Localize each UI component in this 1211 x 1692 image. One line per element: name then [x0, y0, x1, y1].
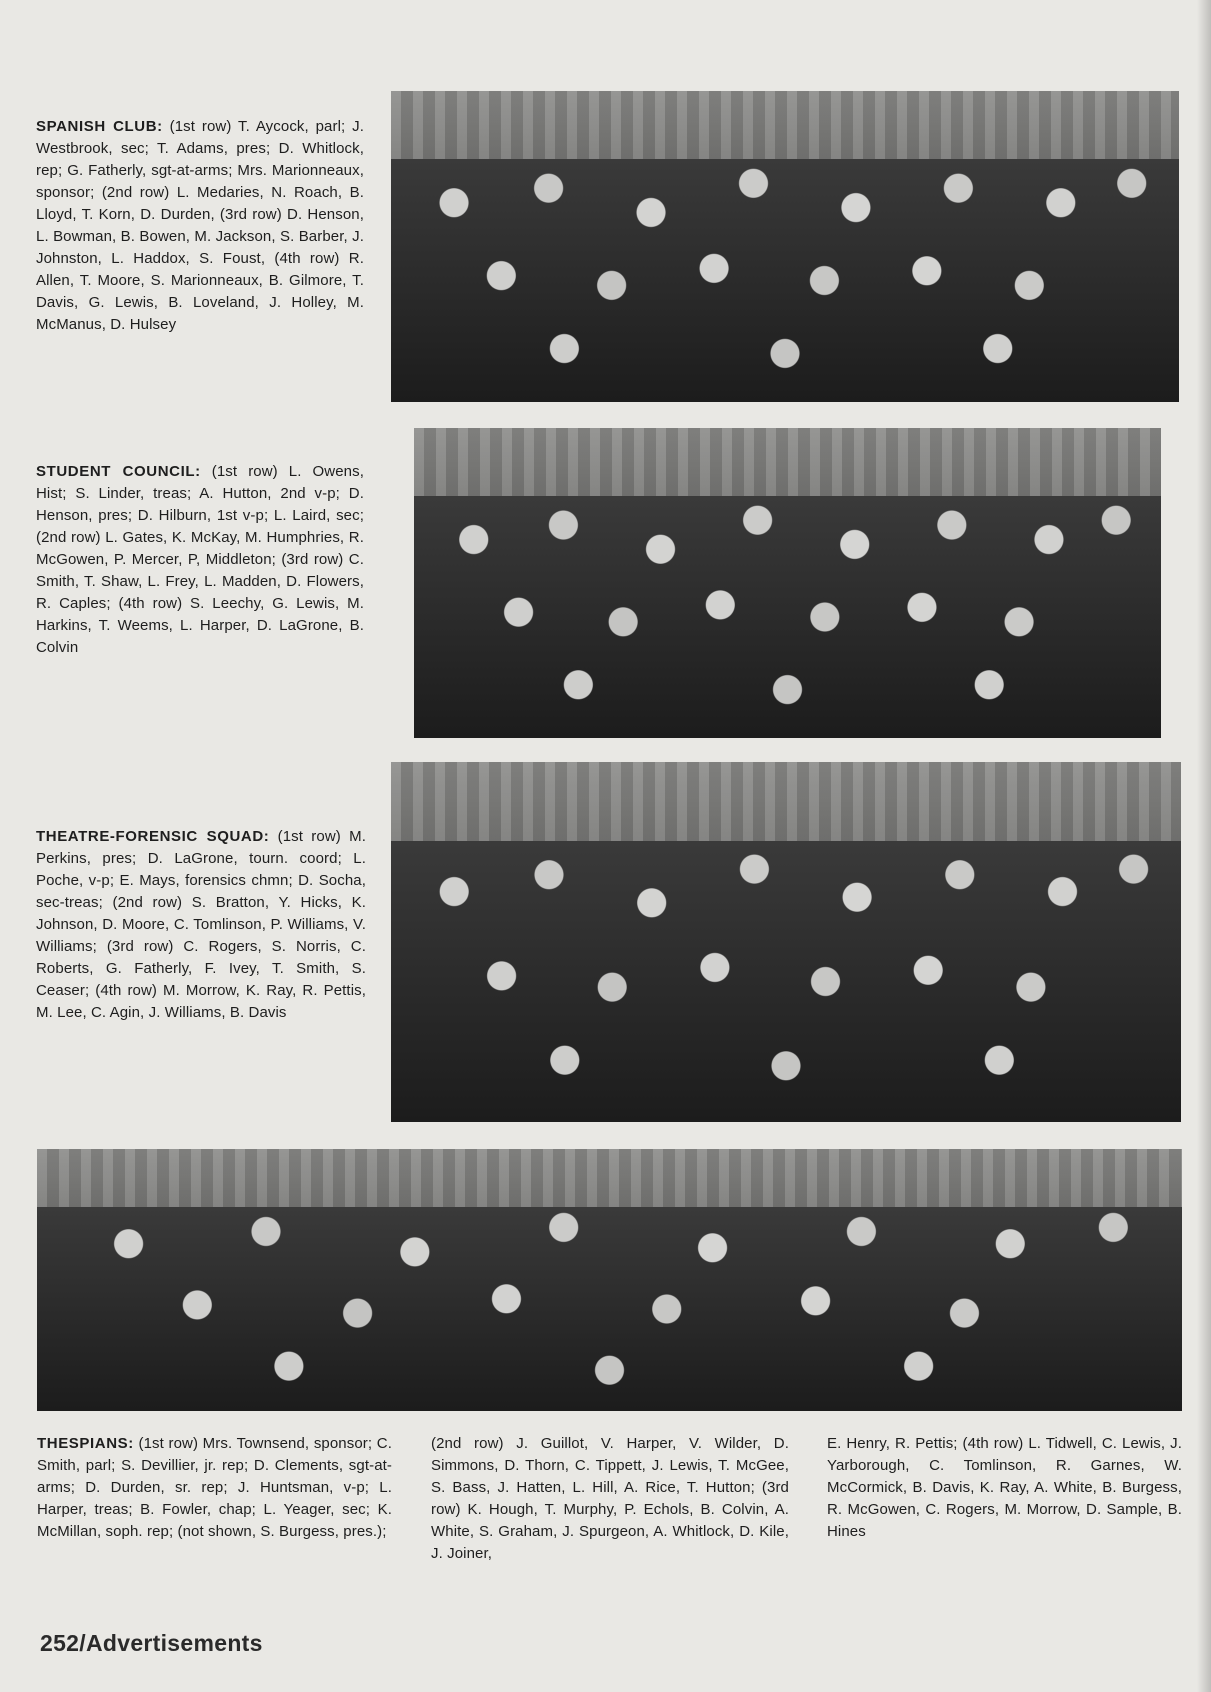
- thespians-photo: [37, 1149, 1182, 1411]
- thespians-names-col3: E. Henry, R. Pettis; (4th row) L. Tidwell, C. Lewis, J. Yarborough, C. Tomlinson, R. Garnes, W. McCormick, B. Davis, K. Ray, A. White, B. Burgess, R. McGowen, C. Rogers, M. Morrow, D. Sample, B. Hines: [827, 1435, 1182, 1540]
- thespians-names-col2: (2nd row) J. Guillot, V. Harper, V. Wilder, D. Simmons, D. Thorn, C. Tippett, J. Lewis, T. McGee, S. Bass, J. Hatten, L. Hill, A. Rice, T. Hutton; (3rd row) K. Hough, T. Murphy, P. Echols, B. Colvin, A. White, S. Graham, J. Spurgeon, A. Whitlock, D. Kile, J. Joiner,: [431, 1435, 789, 1562]
- theatre-forensic-group: [391, 841, 1181, 1122]
- theatre-forensic-photo: [391, 762, 1181, 1122]
- theatre-forensic-caption: [36, 826, 366, 1024]
- page-edge-shadow: [1197, 0, 1211, 1692]
- student-council-caption: [36, 461, 364, 659]
- thespians-heading: THESPIANS:: [37, 1435, 134, 1452]
- page-number-label: 252/Advertisements: [40, 1630, 263, 1656]
- thespians-caption-col2: [431, 1433, 789, 1565]
- spanish-club-photo: [391, 91, 1179, 402]
- thespians-group: [37, 1207, 1182, 1411]
- theatre-forensic-names: (1st row) M. Perkins, pres; D. LaGrone, tourn. coord; L. Poche, v-p; E. Mays, forensics chmn; D. Socha, sec-treas; (2nd row) S. Bratton, Y. Hicks, K. Johnson, D. Moore, C. Tomlinson, P. Williams, V. Williams; (3rd row) C. Rogers, S. Norris, C. Roberts, G. Fatherly, F. Ivey, T. Smith, S. Ceaser; (4th row) M. Morrow, K. Ray, R. Pettis, M. Lee, C. Agin, J. Williams, B. Davis: [36, 828, 366, 1021]
- thespians-caption-col1: [37, 1433, 392, 1543]
- spanish-club-heading: SPANISH CLUB:: [36, 118, 163, 135]
- theatre-forensic-heading: THEATRE-FORENSIC SQUAD:: [36, 828, 270, 845]
- spanish-club-caption: [36, 116, 364, 336]
- student-council-heading: STUDENT COUNCIL:: [36, 463, 201, 480]
- student-council-group: [414, 496, 1161, 738]
- thespians-caption-col3: [827, 1433, 1182, 1543]
- student-council-names: (1st row) L. Owens, Hist; S. Linder, treas; A. Hutton, 2nd v-p; D. Henson, pres; D. Hilburn, 1st v-p; L. Laird, sec; (2nd row) L. Gates, K. McKay, M. Humphries, R. McGowen, P. Mercer, P, Middleton; (3rd row) C. Smith, T. Shaw, L. Frey, L. Madden, D. Flowers, R. Caples; (4th row) S. Leechy, G. Lewis, M. Harkins, T. Weems, L. Harper, D. LaGrone, B. Colvin: [36, 463, 364, 656]
- thespians-names-col1: (1st row) Mrs. Townsend, sponsor; C. Smith, parl; S. Devillier, jr. rep; D. Clements, sgt-at-arms; D. Durden, sr. rep; J. Huntsman, v-p; L. Harper, treas; B. Fowler, chap; L. Yeager, sec; K. McMillan, soph. rep; (not shown, S. Burgess, pres.);: [37, 1435, 392, 1540]
- spanish-club-group: [391, 159, 1179, 402]
- spanish-club-names: (1st row) T. Aycock, parl; J. Westbrook, sec; T. Adams, pres; D. Whitlock, rep; G. Fatherly, sgt-at-arms; Mrs. Marionneaux, sponsor; (2nd row) L. Medaries, N. Roach, B. Lloyd, T. Korn, D. Durden, (3rd row) D. Henson, L. Bowman, B. Bowen, M. Jackson, S. Barber, J. Johnston, L. Haddox, S. Foust, (4th row) R. Allen, T. Moore, S. Marionneaux, B. Gilmore, T. Davis, G. Lewis, B. Loveland, J. Holley, M. McManus, D. Hulsey: [36, 118, 364, 333]
- student-council-photo: [414, 428, 1161, 738]
